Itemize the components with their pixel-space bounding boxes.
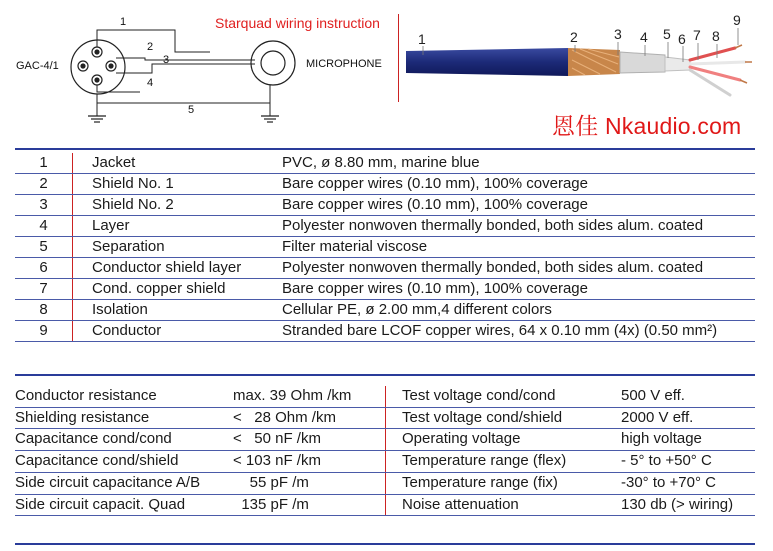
- wire-number-4: 4: [147, 77, 154, 89]
- component-row: [15, 174, 755, 195]
- component-number: 8: [15, 300, 73, 321]
- component-description: Polyester nonwoven thermally bonded, both sides alum. coated: [282, 258, 755, 279]
- spec-label: Test voltage cond/cond: [386, 386, 622, 407]
- specs-table: [15, 386, 755, 516]
- cable-layer-number-9: 9: [733, 12, 741, 28]
- components-table: [15, 153, 755, 342]
- wires: [97, 30, 270, 116]
- spec-label: Test voltage cond/shield: [386, 407, 622, 429]
- connector-label: GAC-4/1: [16, 60, 59, 72]
- bottom-rule: [15, 543, 755, 545]
- spec-label: Shielding resistance: [15, 407, 233, 429]
- component-number: 9: [15, 321, 73, 342]
- spec-label: Temperature range (flex): [386, 451, 622, 473]
- spec-value: -30° to +70° C: [621, 472, 755, 494]
- component-name: Cond. copper shield: [73, 279, 283, 300]
- component-number: 6: [15, 258, 73, 279]
- spec-row: [15, 494, 755, 516]
- wire-number-5: 5: [188, 104, 195, 116]
- cable-layer-number-1: 1: [418, 31, 426, 47]
- component-description: Cellular PE, ø 2.00 mm,4 different colors: [282, 300, 755, 321]
- cable-layer-number-7: 7: [693, 27, 701, 43]
- microphone-label: MICROPHONE: [306, 58, 382, 70]
- cable-layer-number-6: 6: [678, 31, 686, 47]
- spec-value: 2000 V eff.: [621, 407, 755, 429]
- spec-label: Operating voltage: [386, 429, 622, 451]
- component-row: [15, 258, 755, 279]
- component-name: Conductor shield layer: [73, 258, 283, 279]
- wire-number-3: 3: [163, 54, 170, 66]
- spec-value: < 103 nF /km: [233, 451, 386, 473]
- component-number: 4: [15, 216, 73, 237]
- connector-circle: [71, 40, 125, 94]
- component-name: Shield No. 1: [73, 174, 283, 195]
- spec-row: [15, 407, 755, 429]
- spec-label: Conductor resistance: [15, 386, 233, 407]
- spec-value: max. 39 Ohm /km: [233, 386, 386, 407]
- component-number: 7: [15, 279, 73, 300]
- component-row: [15, 300, 755, 321]
- cable-drawing: [400, 0, 773, 105]
- cable-layer-number-5: 5: [663, 26, 671, 42]
- connector-pins: [78, 47, 116, 85]
- component-description: Stranded bare LCOF copper wires, 64 x 0.10 mm (4x) (0.50 mm²): [282, 321, 755, 342]
- components-top-rule: [15, 148, 755, 150]
- ground-symbols: [88, 116, 279, 122]
- component-row: [15, 279, 755, 300]
- component-number: 1: [15, 153, 73, 174]
- component-name: Isolation: [73, 300, 283, 321]
- spec-value: < 50 nF /km: [233, 429, 386, 451]
- cable-layer-number-8: 8: [712, 28, 720, 44]
- spec-value: 55 pF /m: [233, 472, 386, 494]
- component-description: Bare copper wires (0.10 mm), 100% coverage: [282, 279, 755, 300]
- spec-row: [15, 451, 755, 473]
- spec-value: 130 db (> wiring): [621, 494, 755, 516]
- spec-value: < 28 Ohm /km: [233, 407, 386, 429]
- component-row: [15, 216, 755, 237]
- component-name: Jacket: [73, 153, 283, 174]
- cable-jacket: [406, 48, 568, 76]
- spec-label: Noise attenuation: [386, 494, 622, 516]
- spec-label: Capacitance cond/shield: [15, 451, 233, 473]
- component-name: Layer: [73, 216, 283, 237]
- cable-layer-number-2: 2: [570, 29, 578, 45]
- spec-label: Side circuit capacitance A/B: [15, 472, 233, 494]
- spec-label: Temperature range (fix): [386, 472, 622, 494]
- component-description: Bare copper wires (0.10 mm), 100% coverage: [282, 174, 755, 195]
- component-name: Conductor: [73, 321, 283, 342]
- spec-row: [15, 472, 755, 494]
- component-number: 3: [15, 195, 73, 216]
- diagram-title: Starquad wiring instruction: [215, 15, 380, 31]
- specs-top-rule: [15, 374, 755, 376]
- spec-value: 500 V eff.: [621, 386, 755, 407]
- component-row: [15, 321, 755, 342]
- spec-value: - 5° to +50° C: [621, 451, 755, 473]
- component-number: 5: [15, 237, 73, 258]
- wire-number-1: 1: [120, 16, 127, 28]
- component-name: Shield No. 2: [73, 195, 283, 216]
- spec-value: 135 pF /m: [233, 494, 386, 516]
- component-row: [15, 237, 755, 258]
- cable-layer-number-3: 3: [614, 26, 622, 42]
- component-name: Separation: [73, 237, 283, 258]
- microphone-circle: [251, 41, 295, 85]
- wire-number-2: 2: [147, 41, 154, 53]
- component-description: PVC, ø 8.80 mm, marine blue: [282, 153, 755, 174]
- spec-value: high voltage: [621, 429, 755, 451]
- brand-watermark: 恩佳 Nkaudio.com: [552, 113, 742, 139]
- component-row: [15, 195, 755, 216]
- component-row: [15, 153, 755, 174]
- cable-illustration: [400, 0, 773, 105]
- cable-layer-number-4: 4: [640, 29, 648, 45]
- component-number: 2: [15, 174, 73, 195]
- spec-label: Capacitance cond/cond: [15, 429, 233, 451]
- spec-row: [15, 386, 755, 407]
- component-description: Polyester nonwoven thermally bonded, both sides alum. coated: [282, 216, 755, 237]
- component-description: Bare copper wires (0.10 mm), 100% coverage: [282, 195, 755, 216]
- spec-row: [15, 429, 755, 451]
- cable-foil-layer: [620, 52, 665, 73]
- component-description: Filter material viscose: [282, 237, 755, 258]
- diagram-divider: [398, 14, 399, 102]
- spec-label: Side circuit capacit. Quad: [15, 494, 233, 516]
